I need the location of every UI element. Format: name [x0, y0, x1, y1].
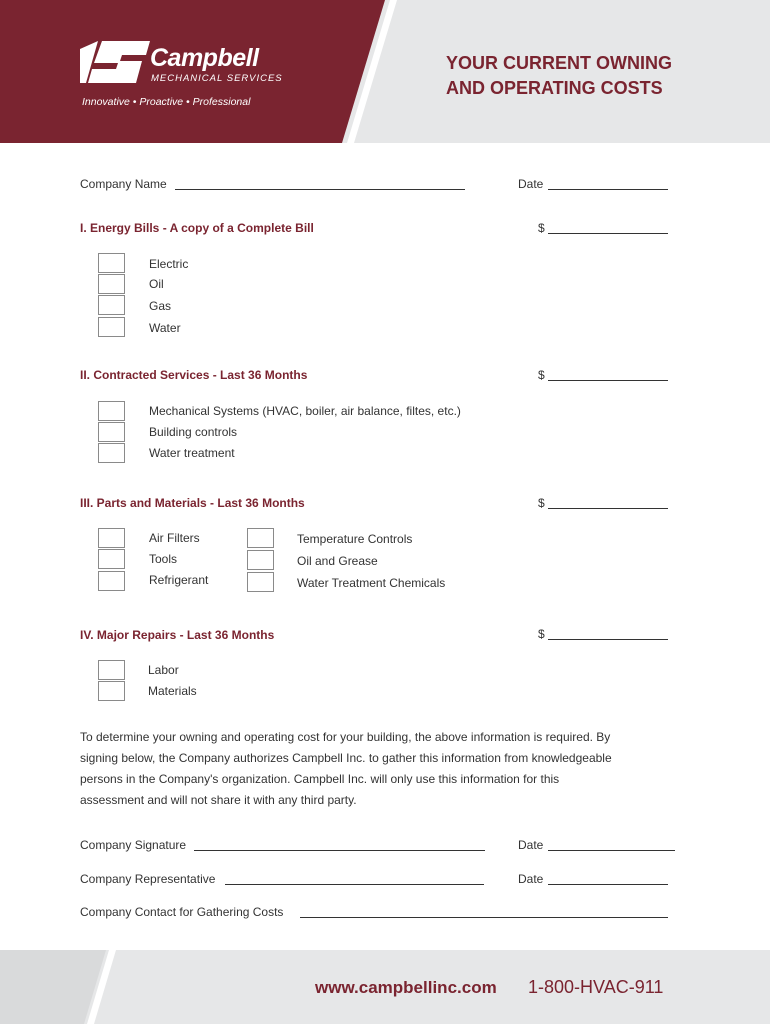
checkbox-temperature-controls[interactable]: [247, 528, 274, 548]
checkbox-air-filters[interactable]: [98, 528, 125, 548]
footer-website-link[interactable]: www.campbellinc.com: [315, 978, 497, 997]
tagline: Innovative • Proactive • Professional: [82, 96, 251, 108]
energy-amount-field[interactable]: [548, 233, 668, 234]
disclaimer-line-1: To determine your owning and operating cost for your building, the above information is required. By: [80, 730, 611, 744]
repairs-dollar-sign: $: [538, 627, 545, 641]
item-water-treatment: Water treatment: [149, 446, 235, 460]
company-contact-field[interactable]: [300, 917, 668, 918]
section-repairs-title: IV. Major Repairs - Last 36 Months: [80, 628, 275, 642]
section-parts-title: III. Parts and Materials - Last 36 Months: [80, 496, 305, 510]
company-representative-label: Company Representative: [80, 872, 216, 886]
page-title-line2: AND OPERATING COSTS: [446, 78, 663, 98]
signature-date-field[interactable]: [548, 850, 675, 851]
checkbox-water[interactable]: [98, 317, 125, 337]
company-contact-label: Company Contact for Gathering Costs: [80, 905, 284, 919]
item-water-treatment-chemicals: Water Treatment Chemicals: [297, 576, 446, 590]
parts-amount-field[interactable]: [548, 508, 668, 509]
item-labor: Labor: [148, 663, 179, 677]
item-air-filters: Air Filters: [149, 531, 200, 545]
checkbox-water-treatment-chemicals[interactable]: [247, 572, 274, 592]
checkbox-materials[interactable]: [98, 681, 125, 701]
representative-date-field[interactable]: [548, 884, 668, 885]
repairs-amount-field[interactable]: [548, 639, 668, 640]
company-representative-field[interactable]: [225, 884, 484, 885]
item-gas: Gas: [149, 299, 172, 313]
checkbox-oil[interactable]: [98, 274, 125, 294]
campbell-logo-icon: [80, 41, 150, 83]
section-contracted-title: II. Contracted Services - Last 36 Months: [80, 368, 308, 382]
checkbox-labor[interactable]: [98, 660, 125, 680]
checkbox-tools[interactable]: [98, 549, 125, 569]
parts-dollar-sign: $: [538, 496, 545, 510]
checkbox-building-controls[interactable]: [98, 422, 125, 442]
item-water: Water: [149, 321, 181, 335]
item-oil: Oil: [149, 277, 164, 291]
contracted-amount-field[interactable]: [548, 380, 668, 381]
disclaimer-line-2: signing below, the Company authorizes Campbell Inc. to gather this information from knowledgeable: [80, 751, 612, 765]
item-refrigerant: Refrigerant: [149, 573, 209, 587]
item-tools: Tools: [149, 552, 178, 566]
energy-dollar-sign: $: [538, 221, 545, 235]
checkbox-gas[interactable]: [98, 295, 125, 315]
disclaimer-paragraph: [80, 727, 680, 811]
company-name-label: Company Name: [80, 177, 167, 191]
logo-wordmark: Campbell: [150, 44, 259, 72]
item-mechanical-systems: Mechanical Systems (HVAC, boiler, air balance, filtes, etc.): [149, 404, 461, 418]
footer-phone-number[interactable]: 1-800-HVAC-911: [528, 977, 664, 997]
date-field[interactable]: [548, 189, 668, 190]
contracted-dollar-sign: $: [538, 368, 545, 382]
date-label: Date: [518, 177, 544, 191]
item-oil-and-grease: Oil and Grease: [297, 554, 378, 568]
logo-subtitle: MECHANICAL SERVICES: [151, 73, 283, 84]
item-temperature-controls: Temperature Controls: [297, 532, 413, 546]
page-title-line1: YOUR CURRENT OWNING: [446, 53, 672, 73]
item-building-controls: Building controls: [149, 425, 238, 439]
checkbox-refrigerant[interactable]: [98, 571, 125, 591]
company-signature-label: Company Signature: [80, 838, 187, 852]
company-signature-field[interactable]: [194, 850, 485, 851]
disclaimer-line-4: assessment and will not share it with any third party.: [80, 793, 357, 807]
disclaimer-line-3: persons in the Company's organization. Campbell Inc. will only use this information for this: [80, 772, 560, 786]
representative-date-label: Date: [518, 872, 544, 886]
company-name-field[interactable]: [175, 189, 465, 190]
checkbox-water-treatment[interactable]: [98, 443, 125, 463]
item-electric: Electric: [149, 257, 189, 271]
item-materials: Materials: [148, 684, 197, 698]
checkbox-electric[interactable]: [98, 253, 125, 273]
signature-date-label: Date: [518, 838, 544, 852]
checkbox-mechanical-systems[interactable]: [98, 401, 125, 421]
checkbox-oil-and-grease[interactable]: [247, 550, 274, 570]
section-energy-title: I. Energy Bills - A copy of a Complete Bill: [80, 221, 314, 235]
